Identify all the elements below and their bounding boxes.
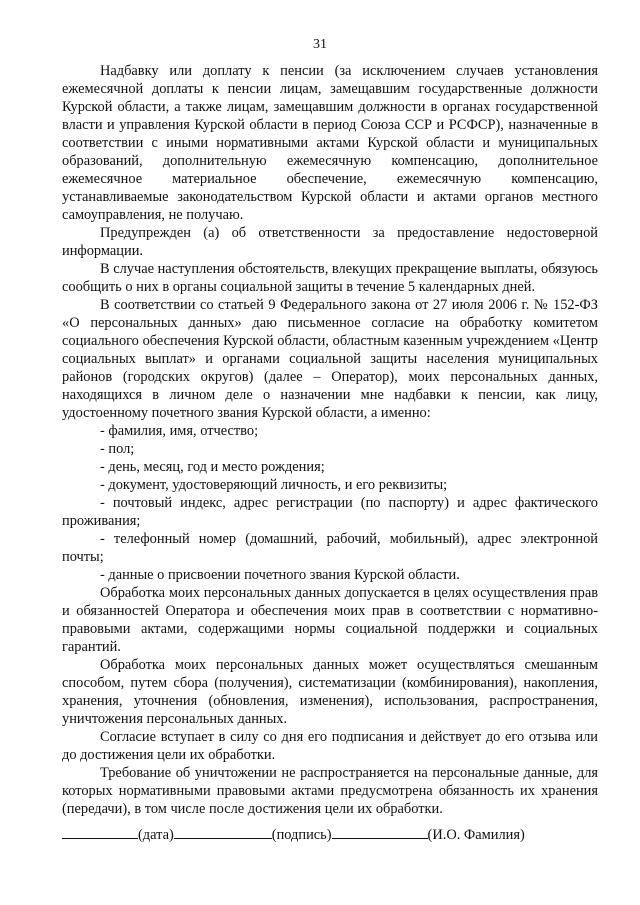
list-item-gender: - пол; xyxy=(100,441,135,457)
list-item-full-name: - фамилия, имя, отчество; xyxy=(100,423,259,439)
page-number: 31 xyxy=(313,37,327,52)
date-blank[interactable] xyxy=(62,824,138,839)
paragraph-processing-methods: Обработка моих персональных данных может осуществляться смешанным способом, путем сбора (получения), систематизации (комбинирования), накопления, хранения, уточнения (обновления, изменения), использования, распространения, уничтожения персональных данных. xyxy=(62,657,598,727)
list-item-honorary-title: - данные о присвоении почетного звания Курской области. xyxy=(100,567,460,583)
paragraph-consent-validity: Согласие вступает в силу со дня его подписания и действует до его отзыва или до достижения цели их обработки. xyxy=(62,729,598,763)
paragraph-processing-purpose: Обработка моих персональных данных допускается в целях осуществления прав и обязанностей Оператора и обеспечения моих прав в соответствии с нормативно-правовыми актами, содержащими нормы социальной поддержки и социальных гарантий. xyxy=(62,585,598,655)
date-label: (дата) xyxy=(138,827,174,843)
document-body xyxy=(62,62,598,818)
list-item-address: - почтовый индекс, адрес регистрации (по паспорту) и адрес фактического проживания; xyxy=(62,495,598,529)
paragraph-no-other-payments: Надбавку или доплату к пенсии (за исключением случаев установления ежемесячной доплаты к пенсии лицам, замещавшим государственные должности Курской области, а также лицам, замещавшим должности в органах государственной власти и управления Курской области в период Союза ССР и РСФСР), назначенные в соответствии с иными нормативными актами Курской области и муниципальных образований, дополнительную ежемесячную компенсацию, дополнительное ежемесячное материальное обеспечение, ежемесячную компенсацию, устанавливаемые законодательством Курской области и актами органов местного самоуправления, не получаю. xyxy=(62,63,598,223)
paragraph-personal-data-consent: В соответствии со статьей 9 Федерального закона от 27 июля 2006 г. № 152-ФЗ «О персональных данных» даю письменное согласие на обработку комитетом социального обеспечения Курской области, областным казенным учреждением «Центр социальных выплат» и органами социальной защиты населения муниципальных районов (городских округов) (далее – Оператор), моих персональных данных, находящихся в личном деле о назначении мне надбавки к пенсии, как лицу, удостоенному почетного звания Курской области, а именно: xyxy=(62,297,598,421)
signature-line xyxy=(62,824,598,844)
paragraph-notification-obligation: В случае наступления обстоятельств, влекущих прекращение выплаты, обязуюсь сообщить о них в органы социальной защиты в течение 5 календарных дней. xyxy=(62,261,598,295)
list-item-birth: - день, месяц, год и место рождения; xyxy=(100,459,325,475)
signature-blank[interactable] xyxy=(174,824,272,839)
list-item-phone-email: - телефонный номер (домашний, рабочий, мобильный), адрес электронной почты; xyxy=(62,531,598,565)
name-label: (И.О. Фамилия) xyxy=(427,827,525,843)
paragraph-liability-warning: Предупрежден (а) об ответственности за предоставление недостоверной информации. xyxy=(62,225,598,259)
paragraph-destruction-exception: Требование об уничтожении не распространяется на персональные данные, для которых нормативными правовыми актами предусмотрена обязанность их хранения (передачи), в том числе после достижения цели их обработки. xyxy=(62,765,598,817)
name-blank[interactable] xyxy=(332,824,428,839)
list-item-id-document: - документ, удостоверяющий личность, и его реквизиты; xyxy=(100,477,448,493)
signature-label: (подпись) xyxy=(271,827,332,843)
